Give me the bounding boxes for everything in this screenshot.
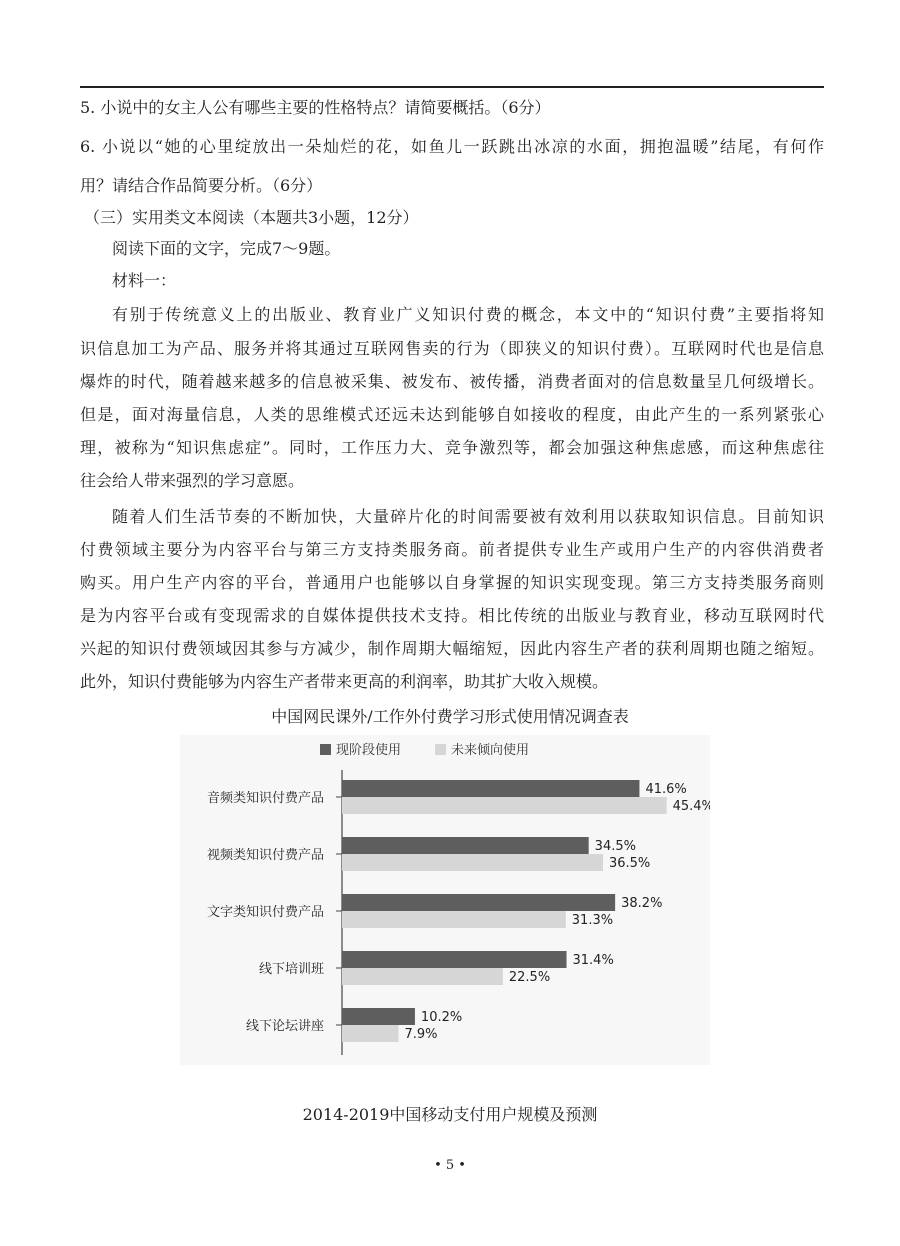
data-label: 36.5% (608, 856, 651, 871)
chart-title: 中国网民课外/工作外付费学习形式使用情况调查表 (271, 707, 629, 726)
paragraph-line: 是为内容平台或有变现需求的自媒体提供技术支持。相比传统的出版业与教育业，移动互联网时代 (80, 606, 824, 625)
bar (342, 1008, 415, 1025)
bar (342, 1025, 398, 1042)
question-6-line1: 6. 小说以“她的心里绽放出一朵灿烂的花，如鱼儿一跃跳出冰凉的水面，拥抱温暖”结尾，有何作 (80, 137, 824, 156)
paragraph-line: 购买。用户生产内容的平台，普通用户也能够以自身掌握的知识实现变现。第三方支持类服务商则 (80, 573, 824, 592)
category-label: 音频类知识付费产品 (206, 791, 324, 806)
data-label: 10.2% (420, 1010, 463, 1025)
paragraph-line: 此外，知识付费能够为内容生产者带来更高的利润率，助其扩大收入规模。 (80, 672, 609, 691)
bar (342, 780, 639, 797)
page-number: • 5 • (434, 1158, 466, 1173)
legend-label: 现阶段使用 (336, 743, 402, 758)
paragraph-line: 理，被称为“知识焦虑症”。同时，工作压力大、竞争激烈等，都会加强这种焦虑感，而这种焦虑往 (80, 438, 824, 457)
header-rule (80, 86, 824, 88)
bar (342, 797, 667, 814)
bar (342, 951, 567, 968)
data-label: 45.4% (672, 799, 710, 814)
data-label: 31.4% (572, 953, 614, 968)
data-label: 38.2% (621, 896, 663, 911)
paragraph-line: 有别于传统意义上的出版业、教育业广义知识付费的概念，本文中的“知识付费”主要指将知 (112, 305, 824, 324)
section-heading: （三）实用类文本阅读（本题共3小题，12分） (84, 208, 419, 227)
data-label: 34.5% (594, 839, 636, 854)
category-label: 线下论坛讲座 (245, 1019, 324, 1034)
paragraph-line: 但是，面对海量信息，人类的思维模式还远未达到能够自如接收的程度，由此产生的一系列紧张心 (80, 405, 824, 424)
bar-chart (180, 735, 710, 1065)
data-label: 7.9% (404, 1027, 438, 1042)
paragraph-line: 随着人们生活节奏的不断加快，大量碎片化的时间需要被有效利用以获取知识信息。目前知识 (112, 507, 824, 526)
question-6-line2: 用？请结合作品简要分析。（6分） (80, 176, 323, 195)
legend-swatch (320, 744, 331, 755)
paragraph-line: 兴起的知识付费领域因其参与方减少，制作周期大幅缩短，因此内容生产者的获利周期也随之缩短。 (80, 639, 824, 658)
material-label: 材料一： (112, 271, 177, 290)
reading-instruction: 阅读下面的文字，完成7～9题。 (112, 239, 341, 258)
paragraph-line: 往会给人带来强烈的学习意愿。 (80, 471, 305, 490)
legend-swatch (435, 744, 446, 755)
paragraph-line: 付费领域主要分为内容平台与第三方支持类服务商。前者提供专业生产或用户生产的内容供消费者 (80, 540, 824, 559)
category-label: 视频类知识付费产品 (206, 848, 324, 863)
data-label: 41.6% (645, 782, 687, 797)
bar (342, 894, 615, 911)
bar (342, 968, 503, 985)
question-5: 5. 小说中的女主人公有哪些主要的性格特点？请简要概括。（6分） (80, 98, 551, 117)
paragraph-line: 爆炸的时代，随着越来越多的信息被采集、被发布、被传播，消费者面对的信息数量呈几何级增长。 (80, 372, 824, 391)
data-label: 31.3% (571, 913, 614, 928)
bar (342, 837, 589, 854)
data-label: 22.5% (508, 970, 551, 985)
category-label: 文字类知识付费产品 (206, 905, 324, 920)
legend-label: 未来倾向使用 (451, 743, 530, 758)
bar (342, 854, 603, 871)
figure-caption: 2014-2019中国移动支付用户规模及预测 (302, 1105, 598, 1124)
paragraph-line: 识信息加工为产品、服务并将其通过互联网售卖的行为（即狭义的知识付费）。互联网时代也是信息 (80, 339, 824, 358)
bar (342, 911, 566, 928)
category-label: 线下培训班 (258, 962, 324, 977)
